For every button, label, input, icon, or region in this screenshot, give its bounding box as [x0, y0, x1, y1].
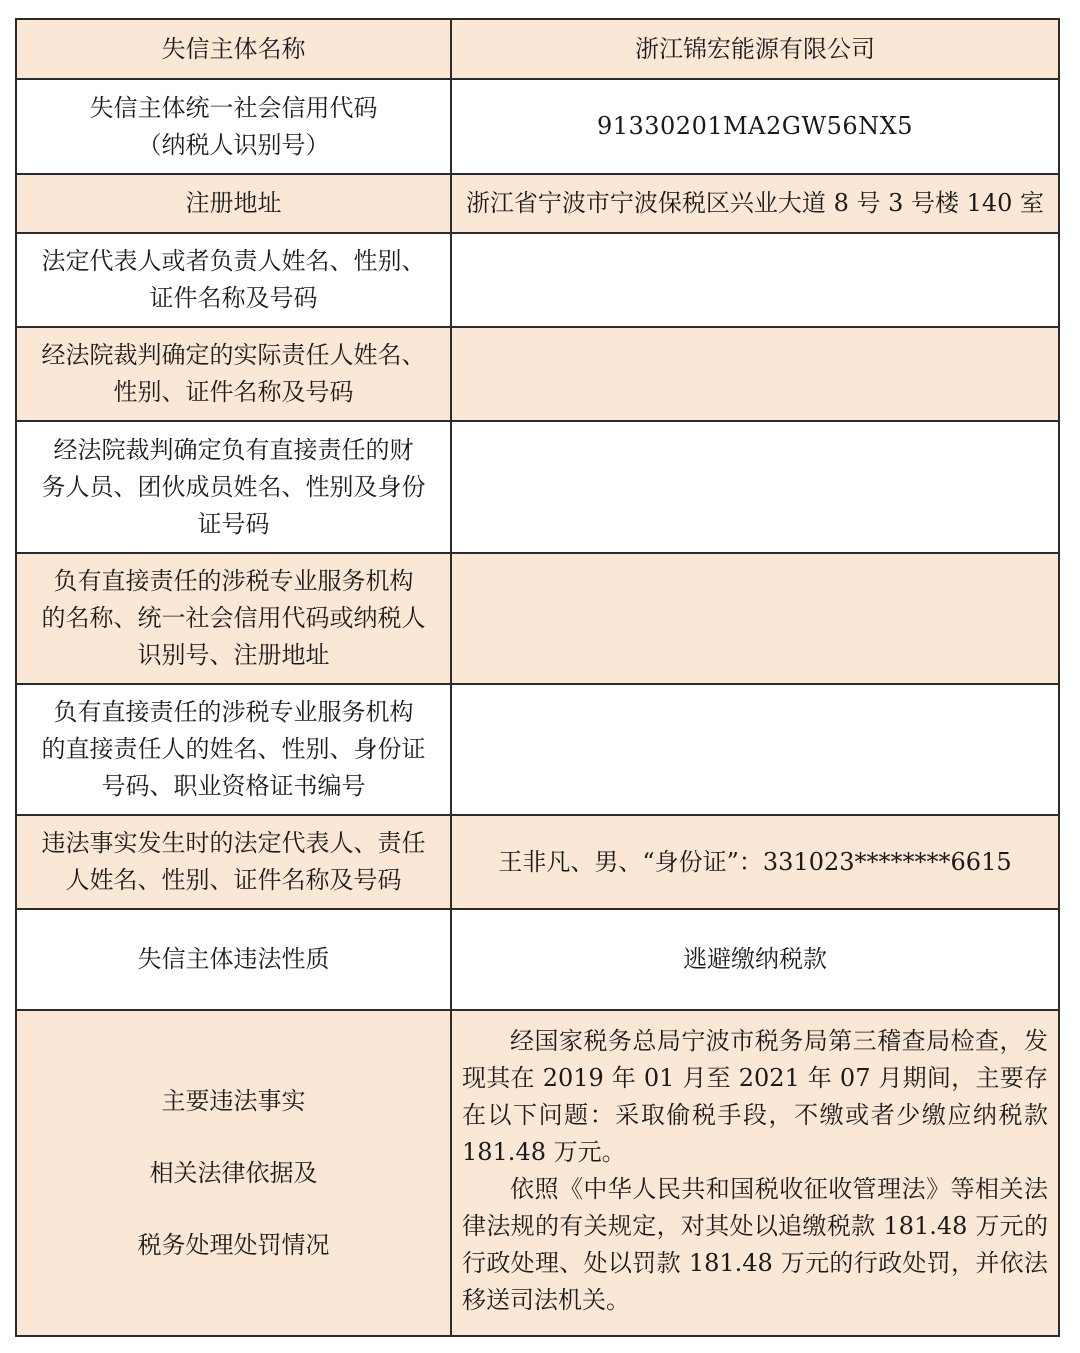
row-agency-person	[16, 684, 1059, 815]
dishonest-entity-table	[15, 18, 1060, 1337]
value-violation-nature: 逃避缴纳税款	[451, 909, 1059, 1010]
label-registered-address: 注册地址	[16, 174, 451, 233]
label-responsible-at-time: 违法事实发生时的法定代表人、责任 人姓名、性别、证件名称及号码	[16, 815, 451, 909]
value-entity-name: 浙江锦宏能源有限公司	[451, 19, 1059, 79]
value-actual-responsible	[451, 327, 1059, 421]
value-registered-address: 浙江省宁波市宁波保税区兴业大道 8 号 3 号楼 140 室	[451, 174, 1059, 233]
label-legal-representative: 法定代表人或者负责人姓名、性别、 证件名称及号码	[16, 233, 451, 327]
value-service-agency	[451, 553, 1059, 684]
row-finance-personnel	[16, 421, 1059, 553]
label-credit-code: 失信主体统一社会信用代码 （纳税人识别号）	[16, 79, 451, 174]
row-legal-representative	[16, 233, 1059, 327]
value-credit-code: 91330201MA2GW56NX5	[451, 79, 1059, 174]
row-credit-code	[16, 79, 1059, 174]
row-service-agency	[16, 553, 1059, 684]
label-service-agency: 负有直接责任的涉税专业服务机构 的名称、统一社会信用代码或纳税人 识别号、注册地址	[16, 553, 451, 684]
facts-paragraph: 经国家税务总局宁波市税务局第三稽查局检查，发现其在 2019 年 01 月至 2021 年 07 月期间，主要存在以下问题：采取偷税手段，不缴或者少缴应纳税款 181.48 万元。	[462, 1027, 1048, 1166]
value-legal-representative	[451, 233, 1059, 327]
label-agency-person: 负有直接责任的涉税专业服务机构 的直接责任人的姓名、性别、身份证 号码、职业资格证书编号	[16, 684, 451, 815]
label-actual-responsible: 经法院裁判确定的实际责任人姓名、 性别、证件名称及号码	[16, 327, 451, 421]
value-violation-facts	[451, 1010, 1059, 1336]
facts-paragraph: 依照《中华人民共和国税收征收管理法》等相关法律法规的有关规定，对其处以追缴税款 181.48 万元的行政处理、处以罚款 181.48 万元的行政处罚，并依法移送司法机关。	[462, 1175, 1048, 1314]
label-violation-nature: 失信主体违法性质	[16, 909, 451, 1010]
row-violation-nature	[16, 909, 1059, 1010]
row-registered-address	[16, 174, 1059, 233]
row-actual-responsible	[16, 327, 1059, 421]
value-finance-personnel	[451, 421, 1059, 553]
row-responsible-at-time	[16, 815, 1059, 909]
row-violation-facts	[16, 1010, 1059, 1336]
label-finance-personnel: 经法院裁判确定负有直接责任的财 务人员、团伙成员姓名、性别及身份 证号码	[16, 421, 451, 553]
row-entity-name	[16, 19, 1059, 79]
value-agency-person	[451, 684, 1059, 815]
label-violation-facts: 主要违法事实 相关法律依据及 税务处理处罚情况	[16, 1010, 451, 1336]
value-responsible-at-time: 王非凡、男、“身份证”：331023********6615	[451, 815, 1059, 909]
label-entity-name: 失信主体名称	[16, 19, 451, 79]
